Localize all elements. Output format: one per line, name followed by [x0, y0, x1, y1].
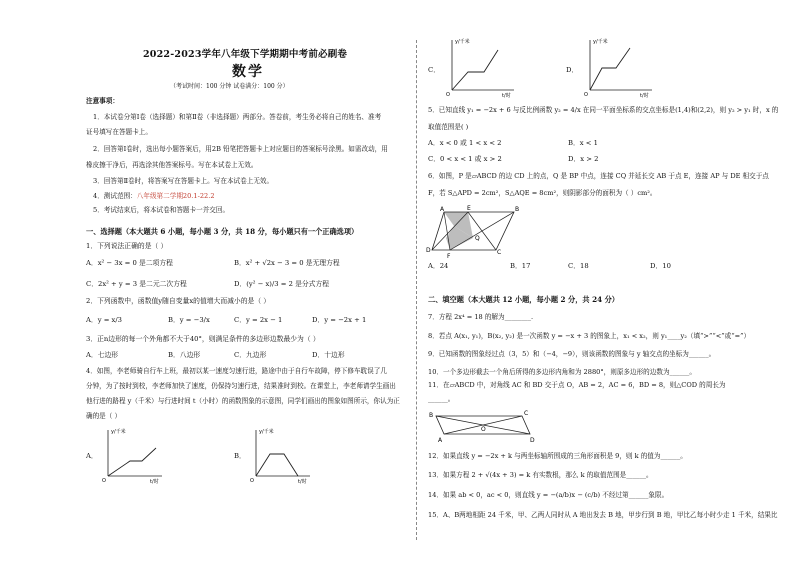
q1-option-a: A．x² − 3x = 0 是二项方程 [86, 259, 173, 267]
graph-a-xlabel: t/时 [150, 479, 159, 484]
q5-line-2: 取值范围是( ) [428, 123, 469, 131]
graph-a-origin: O [102, 478, 106, 484]
q11-label-b: B [429, 412, 434, 419]
q2-option-b: B．y = −3/x [168, 316, 210, 324]
note-5: 5．考试结束后，将本试卷和答题卡一并交回。 [93, 206, 230, 214]
note-1: 1．本试卷分第Ⅰ卷（选择题）和第Ⅱ卷（非选择题）两部分。答卷前，考生务必将自己的姓名、准考 [93, 113, 382, 121]
q6-option-c: C．18 [568, 262, 589, 270]
graph-b-xlabel: t/时 [298, 479, 307, 484]
q4-line-2: 分钟，为了按时到校，李老师加快了速度，仍保持匀速行进，结果准时到校。在课堂上，李老师请学生画出 [86, 382, 396, 390]
q2-option-d: D．y = −2x + 1 [312, 316, 367, 324]
q4-line-4: 确的是（ ） [86, 412, 122, 420]
graph-c-ylabel: y/千米 [455, 39, 470, 45]
graph-d-origin: O [584, 92, 588, 98]
graph-a-ylabel: y/千米 [111, 429, 126, 435]
note-4-prefix: 4．测试范围： [93, 192, 137, 200]
q8: 8．若点 A(x₁, y₁)，B(x₂, y₂) 是一次函数 y = −x + 3 的图象上，x₁ < x₂，则 y₁____y₂（填“>”“<”或“=”） [428, 332, 751, 340]
q11-figure [426, 404, 536, 444]
right-column [418, 0, 794, 562]
q4-option-a: A． [86, 452, 98, 460]
q3-stem: 3．正n边形的每一个外角都不大于40°，则满足条件的多边形边数最少为（ ） [86, 335, 320, 343]
graph-d-xlabel: t/时 [640, 93, 649, 98]
section2-heading: 二、填空题（本大题共 12 小题，每小题 2 分，共 24 分） [428, 295, 619, 304]
q1-stem: 1．下列说法正确的是（ ） [86, 242, 168, 250]
q3-option-d: D．十边形 [312, 351, 345, 359]
q5-option-b: B．x < 1 [568, 139, 598, 147]
q4-line-1: 4．如图，李老师骑自行车上班，最初以某一速度匀速行进，路途中由于自行车故障，停下修车耽误了几 [86, 367, 387, 375]
exam-subtitle: （考试时间：100 分钟 试卷满分：100 分） [170, 83, 289, 90]
q4-line-3: 他行进的路程 y（千米）与行进时间 t（小时）的函数图象的示意图，同学们画出的图象如图所示，你认为正 [86, 397, 400, 405]
q6-label-f: F [447, 253, 451, 259]
q13: 13．如果方程 2 + √(4x + 3) = k 有实数根，那么 k 的取值范围是______。 [428, 471, 653, 479]
q6-label-e: E [467, 205, 471, 212]
q5-option-a: A．x < 0 或 1 < x < 2 [428, 139, 502, 147]
graph-b-ylabel: y/千米 [259, 429, 274, 435]
q2-option-c: C．y = 2x − 1 [234, 316, 283, 324]
q6-label-c: C [497, 249, 502, 256]
section1-heading: 一、选择题（本大题共 6 小题，每小题 3 分，共 18 分，每小题只有一个正确选项） [86, 227, 359, 236]
notes-heading: 注意事项： [86, 97, 119, 105]
q5-option-c: C．0 < x < 1 或 x > 2 [428, 155, 502, 163]
test-range: 八年级第二学期20.1-22.2 [136, 192, 215, 200]
q4-graph-a [96, 424, 166, 484]
q6-label-a: A [440, 206, 445, 213]
q4-option-c: C． [428, 66, 440, 74]
exam-title: 2022-2023学年八年级下学期期中考前必刷卷 [143, 49, 348, 60]
q3-option-c: C．九边形 [234, 351, 267, 359]
q4-graph-b [244, 424, 314, 484]
q1-option-b: B．x² + √2x − 3 = 0 是无理方程 [234, 259, 340, 267]
q4-option-d: D． [566, 66, 579, 74]
q11-label-d: D [530, 437, 535, 444]
subject-title: 数学 [232, 64, 264, 80]
note-2b: 橡皮擦干净后，再选涂其他答案标号。写在本试卷上无效。 [86, 161, 258, 169]
q5-line-1: 5．已知直线 y₁ = −2x + 6 与反比例函数 y₂ = 4/x 在同一平面坐标系的交点坐标是(1,4)和(2,2)，则 y₂ > y₁ 时，x 的 [428, 106, 779, 114]
q6-label-b: B [515, 206, 520, 213]
q6-line-2: F，若 S△APD = 2cm²，S△AQE = 8cm²，则阴影部分的面积为（ ）cm²。 [428, 189, 657, 197]
q11-label-o: O [481, 426, 486, 433]
q5-option-d: D．x > 2 [568, 155, 599, 163]
q2-option-a: A．y = x/3 [86, 316, 123, 324]
graph-c-xlabel: t/时 [502, 93, 511, 98]
graph-d-ylabel: y/千米 [593, 39, 608, 45]
q6-line-1: 6．如图，P 是▱ABCD 的边 CD 上的点，Q 是 BP 中点，连接 CQ 并延长交 AB 于点 E，连接 AP 与 DE 相交于点 [428, 172, 769, 180]
q6-option-d: D．10 [650, 262, 671, 270]
q11: 11．在▱ABCD 中，对角线 AC 和 BD 交于点 O，AB = 2，AC = 6，BD = 8，则△COD 的周长为 [428, 381, 726, 389]
q6-figure [426, 204, 521, 259]
q9: 9．已知函数的图象经过点（3，5）和（−4，−9），则该函数的图象与 y 轴交点的坐标为______。 [428, 350, 716, 358]
note-3: 3．回答第Ⅱ卷时，将答案写在答题卡上。写在本试卷上无效。 [93, 177, 274, 185]
q2-stem: 2．下列函数中，函数值y随自变量x的值增大而减小的是（ ） [86, 297, 271, 305]
graph-c-origin: O [446, 92, 450, 98]
q7: 7．方程 2x⁴ = 18 的解为________. [428, 313, 534, 321]
q4-graph-d [578, 34, 658, 98]
note-2: 2．回答第Ⅰ卷时，选出每小题答案后，用2B 铅笔把答题卡上对应题目的答案标号涂黑。如需改动，用 [93, 145, 388, 153]
q15: 15．A、B两地相距 24 千米，甲、乙两人同时从 A 地出发去 B 地，甲步行到 B 地，甲比乙每小时少走 1 千米，结果比 [428, 511, 778, 519]
q6-label-d: D [426, 247, 431, 254]
q6-label-q: Q [475, 235, 480, 242]
column-divider [416, 40, 417, 540]
q12: 12．如果直线 y = −2x + k 与两坐标轴所围成的三角形面积是 9，则 k 的值为______。 [428, 452, 687, 460]
q1-option-c: C．2x² + y = 3 是二元二次方程 [86, 280, 187, 288]
q10: 10．一个多边形截去一个角后所得的多边形内角和为 2880°，则原多边形的边数为______。 [428, 368, 696, 376]
q3-option-a: A．七边形 [86, 351, 119, 359]
graph-b-origin: O [250, 478, 254, 484]
q4-option-b: B． [234, 452, 246, 460]
q6-option-a: A．24 [428, 262, 449, 270]
q6-option-b: B．17 [510, 262, 531, 270]
q3-option-b: B．八边形 [168, 351, 201, 359]
q4-graph-c [440, 34, 520, 98]
q1-option-d: D．(y² − x)/3 = 2 是分式方程 [234, 280, 330, 288]
note-4 [93, 192, 215, 200]
q11-tail: ______。 [428, 395, 455, 403]
q14: 14．如果 ab < 0，ac < 0，则直线 y = −(a/b)x − (c/b) 不经过第______象限。 [428, 491, 669, 499]
q11-label-c: C [524, 410, 529, 417]
note-1b: 证号填写在答题卡上。 [86, 128, 152, 136]
q11-label-a: A [438, 437, 443, 444]
